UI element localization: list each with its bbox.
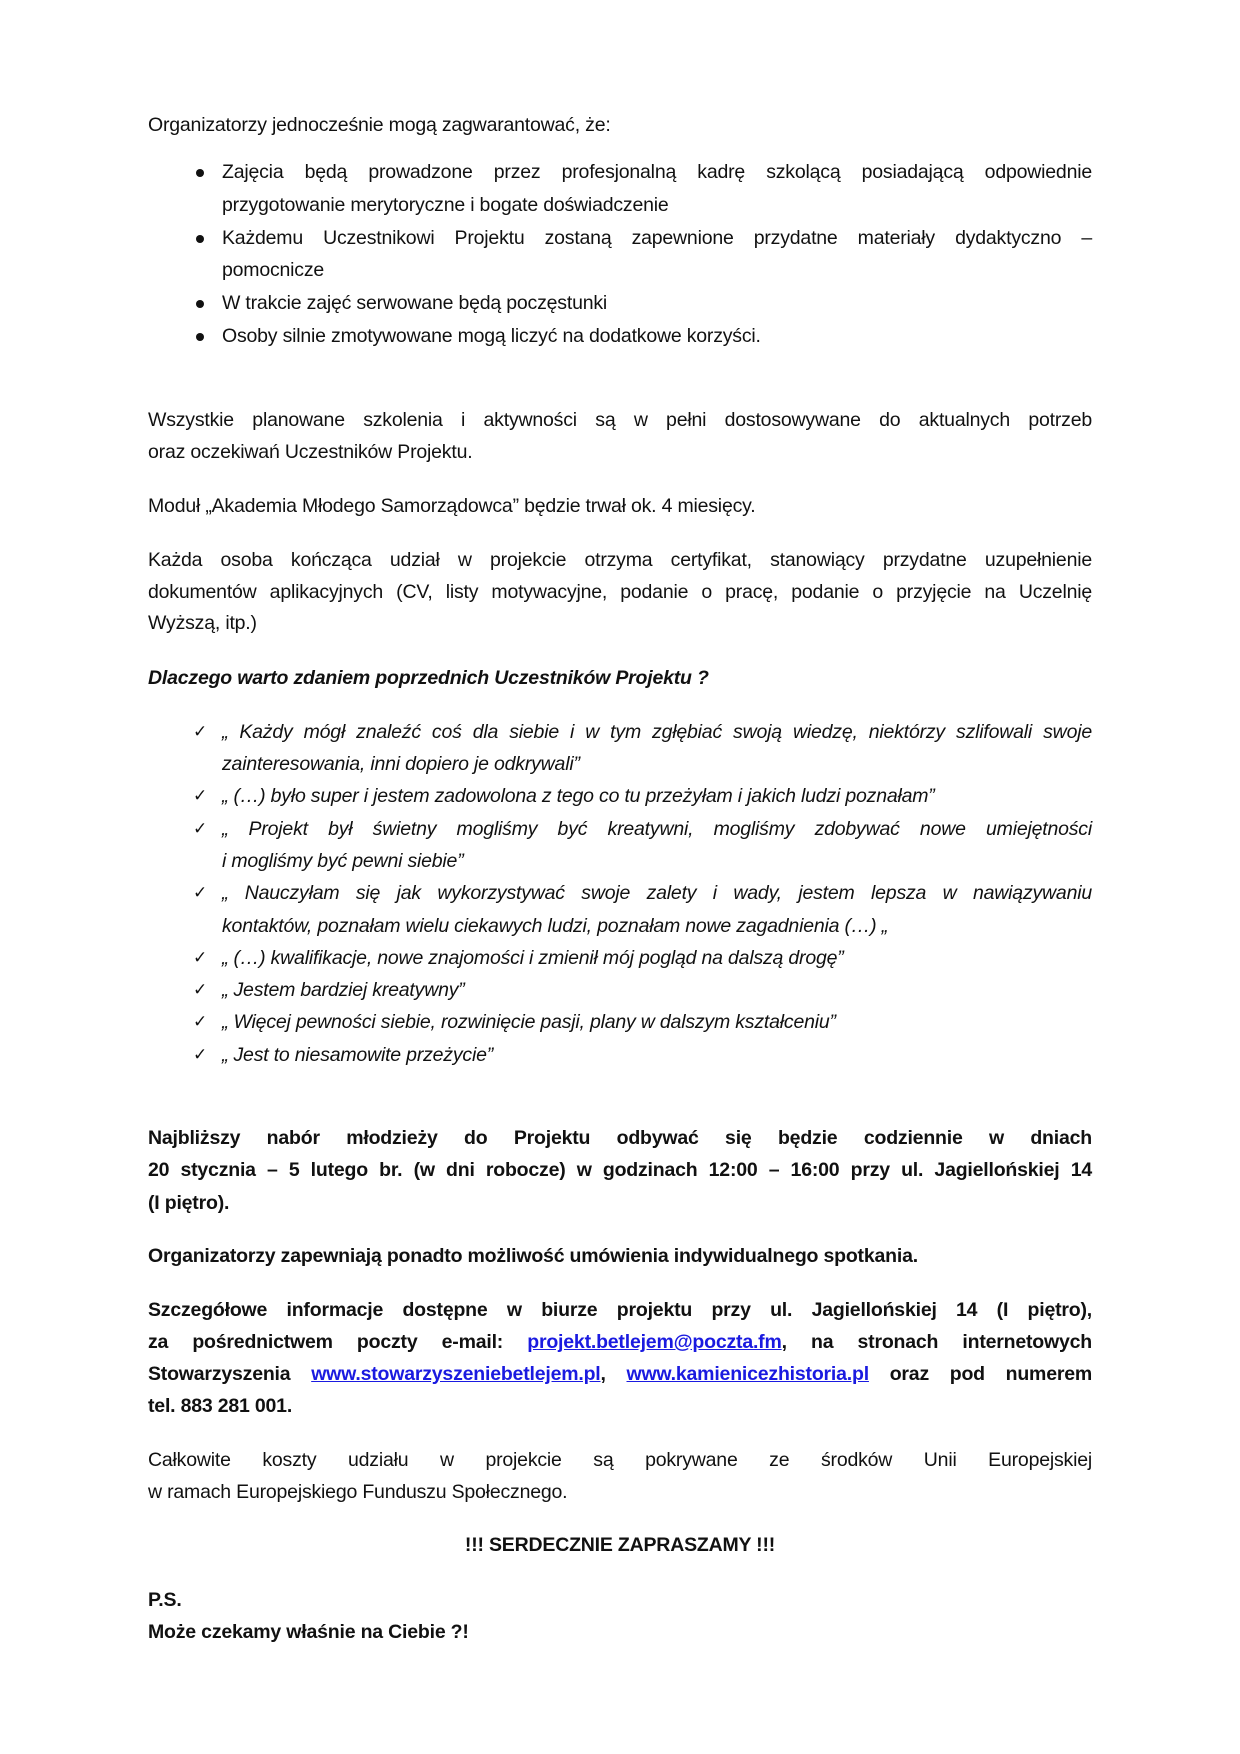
checkmark-icon: ✓ — [192, 1012, 208, 1032]
bullet-icon — [190, 222, 210, 254]
adaptation-paragraph: Wszystkie planowane szkolenia i aktywności są w pełni dostosowywane do aktualnych potrzeb — [148, 409, 1092, 431]
recruitment-paragraph: Najbliższy nabór młodzieży do Projektu odbywać się będzie codziennie w dniach — [148, 1127, 1092, 1149]
funding-paragraph: Całkowite koszty udziału w projekcie są pokrywane ze środków Unii Europejskiej — [148, 1449, 1092, 1471]
checkmark-icon: ✓ — [192, 819, 208, 839]
contact-paragraph-links-line — [148, 1358, 1092, 1390]
meeting-paragraph: Organizatorzy zapewniają ponadto możliwość umówienia indywidualnego spotkania. — [148, 1245, 918, 1267]
contact-text: za pośrednictwem poczty e-mail: — [148, 1331, 528, 1353]
testimonial-item: „ Nauczyłam się jak wykorzystywać swoje zalety i wady, jestem lepsza w nawiązywaniu — [222, 882, 1092, 904]
intro-text: Organizatorzy jednocześnie mogą zagwarantować, że: — [148, 114, 611, 136]
ps-text: Może czekamy właśnie na Ciebie ?! — [148, 1621, 469, 1643]
contact-paragraph: Szczegółowe informacje dostępne w biurze projektu przy ul. Jagiellońskiej 14 (I piętro), — [148, 1299, 1092, 1321]
list-item: Osoby silnie zmotywowane mogą liczyć na dodatkowe korzyści. — [222, 325, 761, 347]
testimonial-item: „ (…) kwalifikacje, nowe znajomości i zmienił mój pogląd na dalszą drogę” — [222, 947, 844, 969]
ps-label: P.S. — [148, 1589, 182, 1611]
bullet-icon — [190, 287, 210, 319]
list-item: Zajęcia będą prowadzone przez profesjonalną kadrę szkolącą posiadającą odpowiednie — [222, 161, 1092, 183]
contact-text: oraz pod numerem — [868, 1363, 1093, 1385]
testimonial-item: „ (…) było super i jestem zadowolona z tego co tu przeżyłam i jakich ludzi poznałam” — [222, 785, 935, 807]
list-item-continuation: przygotowanie merytoryczne i bogate doświadczenie — [222, 194, 669, 216]
contact-text: , na stronach internetowych — [781, 1331, 1092, 1353]
contact-paragraph-email-line — [148, 1326, 1092, 1358]
contact-text: , — [600, 1363, 627, 1385]
contact-text: Stowarzyszenia — [148, 1363, 312, 1385]
testimonial-item: „ Projekt był świetny mogliśmy być kreatywni, mogliśmy zdobywać nowe umiejętności — [222, 818, 1092, 840]
recruitment-paragraph-cont: 20 stycznia – 5 lutego br. (w dni robocze) w godzinach 12:00 – 16:00 przy ul. Jagiellońskiej 14 — [148, 1159, 1092, 1181]
list-item: Każdemu Uczestnikowi Projektu zostaną zapewnione przydatne materiały dydaktyczno – — [222, 227, 1092, 249]
recruitment-paragraph-end: (I piętro). — [148, 1192, 230, 1214]
checkmark-icon: ✓ — [192, 948, 208, 968]
checkmark-icon: ✓ — [192, 722, 208, 742]
testimonial-item: „ Jest to niesamowite przeżycie” — [222, 1044, 494, 1066]
website-link-stowarzyszenie[interactable]: www.stowarzyszeniebetlejem.pl — [311, 1363, 601, 1385]
checkmark-icon: ✓ — [192, 1045, 208, 1065]
checkmark-icon: ✓ — [192, 980, 208, 1000]
list-item: W trakcie zajęć serwowane będą poczęstunki — [222, 292, 608, 314]
certificate-paragraph-end: Wyższą, itp.) — [148, 612, 257, 634]
checkmark-icon: ✓ — [192, 883, 208, 903]
bullet-icon — [190, 156, 210, 188]
testimonial-item-cont: i mogliśmy być pewni siebie” — [222, 850, 464, 872]
funding-paragraph-cont: w ramach Europejskiego Funduszu Społecznego. — [148, 1481, 568, 1503]
testimonial-item: „ Więcej pewności siebie, rozwinięcie pasji, plany w dalszym kształceniu” — [222, 1011, 836, 1033]
email-link[interactable]: projekt.betlejem@poczta.fm — [527, 1331, 782, 1353]
certificate-paragraph: Każda osoba kończąca udział w projekcie otrzyma certyfikat, stanowiący przydatne uzupełnienie — [148, 549, 1092, 571]
bullet-icon — [190, 320, 210, 352]
certificate-paragraph-cont: dokumentów aplikacyjnych (CV, listy motywacyjne, podanie o pracę, podanie o przyjęcie na Uczelnię — [148, 581, 1092, 603]
testimonial-item: „ Każdy mógł znaleźć coś dla siebie i w tym zgłębiać swoją wiedzę, niektórzy szlifowali swoje — [222, 721, 1092, 743]
testimonial-item-cont: kontaktów, poznałam wielu ciekawych ludzi, poznałam nowe zagadnienia (…) „ — [222, 915, 888, 937]
invitation-heading: !!! SERDECZNIE ZAPRASZAMY !!! — [464, 1534, 776, 1556]
testimonial-item: „ Jestem bardziej kreatywny” — [222, 979, 465, 1001]
module-duration: Moduł „Akademia Młodego Samorządowca” będzie trwał ok. 4 miesięcy. — [148, 495, 756, 517]
phone-number: tel. 883 281 001. — [148, 1395, 293, 1417]
website-link-kamienice[interactable]: www.kamienicezhistoria.pl — [626, 1363, 869, 1385]
list-item-continuation: pomocnicze — [222, 259, 325, 281]
testimonial-item-cont: zainteresowania, inni dopiero je odkrywali” — [222, 753, 580, 775]
adaptation-paragraph-cont: oraz oczekiwań Uczestników Projektu. — [148, 441, 473, 463]
testimonials-heading: Dlaczego warto zdaniem poprzednich Uczestników Projektu ? — [148, 667, 709, 689]
checkmark-icon: ✓ — [192, 786, 208, 806]
